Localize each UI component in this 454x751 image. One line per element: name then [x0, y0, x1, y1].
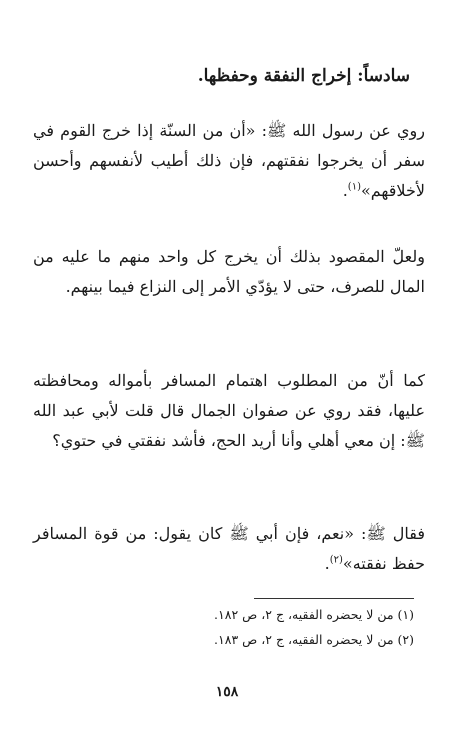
paragraph-1-tail: . — [342, 181, 348, 200]
paragraph-2-text: ولعلّ المقصود بذلك أن يخرج كل واحد منهم ما عليه من المال للصرف، حتى لا يؤدّي الأمر إلى النزاع فيما بينهم. — [33, 247, 425, 296]
paragraph-1-text: روي عن رسول الله ﷺ: «أن من السنّة إذا خرج القوم في سفر أن يخرجوا نفقتهم، فإن ذلك أطيب لأنفسهم وأحسن لأخلاقهم» — [33, 121, 425, 200]
footnote-2: (٢) من لا يحضره الفقيه، ج ٢، ص ١٨٣. — [214, 632, 414, 647]
page-number: ١٥٨ — [215, 684, 239, 700]
paragraph-3 — [33, 366, 425, 456]
paragraph-3-text: كما أنّ من المطلوب اهتمام المسافر بأمواله ومحافظته عليها، فقد روي عن صفوان الجمال قال قلت لأبي عبد الله ﷺ: إن معي أهلي وأنا أريد الحج، فأشد نفقتي في حتوي؟ — [33, 371, 425, 450]
footnote-ref-2[interactable]: (٢) — [329, 554, 343, 566]
section-heading: سادساً: إخراج النفقة وحفظها. — [197, 66, 410, 86]
paragraph-4-tail: . — [324, 554, 330, 573]
footnote-ref-1[interactable]: (١) — [347, 181, 361, 193]
paragraph-2 — [33, 242, 425, 302]
footnote-divider — [254, 598, 414, 599]
paragraph-1 — [33, 116, 425, 206]
paragraph-4 — [33, 519, 425, 579]
footnote-1: (١) من لا يحضره الفقيه، ج ٢، ص ١٨٢. — [214, 607, 414, 622]
paragraph-4-text: فقال ﷺ: «نعم، فإن أبي ﷺ كان يقول: من قوة المسافر حفظ نفقته» — [33, 524, 425, 573]
